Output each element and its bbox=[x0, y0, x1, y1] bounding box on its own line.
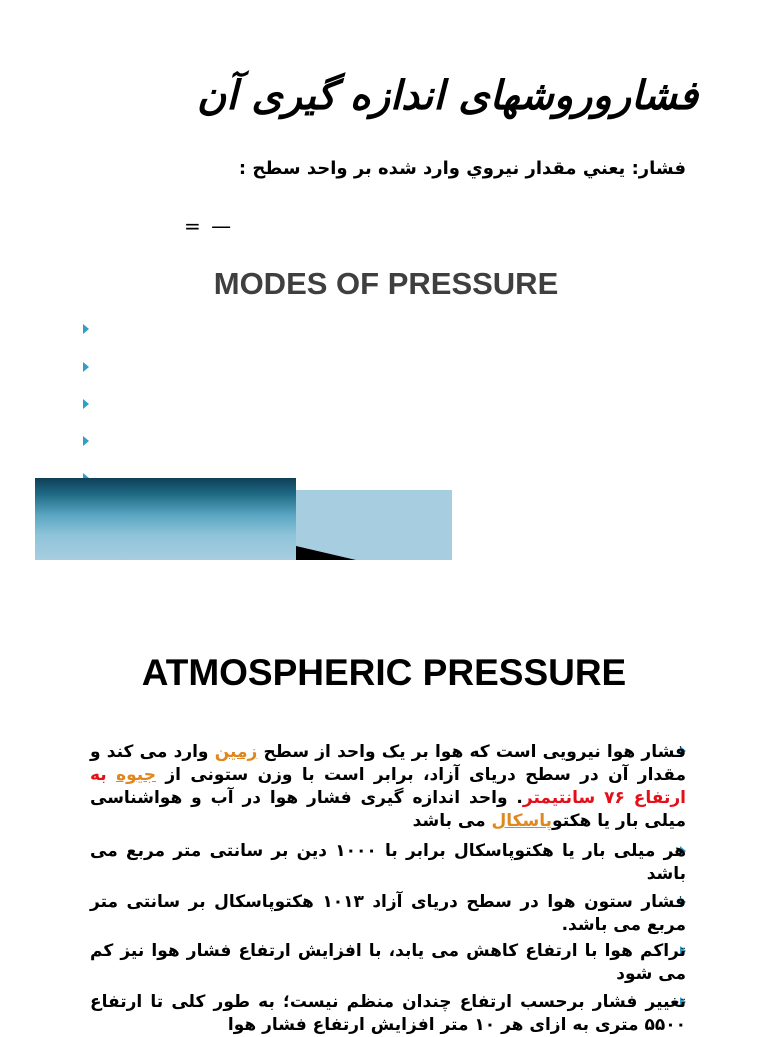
bullet-marker-icon bbox=[83, 362, 89, 372]
modes-heading: MODES OF PRESSURE bbox=[213, 266, 559, 301]
slide-title: فشاروروشهای اندازه گیری آن bbox=[196, 72, 698, 119]
link-jive[interactable]: جیوه bbox=[116, 765, 156, 785]
paragraph-text: وارد می کند و مقدار آن در سطح دریای آزاد، برابر است با وزن ستونی از bbox=[90, 742, 686, 785]
paragraph-text: فشار هوا نیرویی است که هوا بر یک واحد از سطح bbox=[257, 742, 687, 762]
slide-divider-wedge bbox=[296, 546, 356, 560]
link-pascal[interactable]: پاسکال bbox=[491, 811, 553, 831]
definition-term: فشار: bbox=[631, 158, 686, 179]
paragraph-3: فشار ستون هوا در سطح دریای آزاد ۱۰۱۳ هکتوپاسکال بر سانتی متر مربع می باشد. bbox=[90, 892, 686, 935]
bullet-marker-icon bbox=[83, 399, 89, 409]
pressure-formula: = — bbox=[184, 214, 234, 238]
paragraph-5: تغییر فشار برحسب ارتفاع چندان منظم نیست؛ به طور کلی تا ارتفاع ۵۵۰۰ متری به ازای هر ۱۰ متر افزایش ارتفاع فشار هوا bbox=[90, 992, 686, 1035]
paragraph-2: هر میلی بار یا هکتوپاسکال برابر با ۱۰۰۰ دین بر سانتی متر مربع می باشد bbox=[90, 841, 686, 884]
paragraph-text: می باشد bbox=[412, 811, 492, 831]
bullet-marker-icon bbox=[83, 324, 89, 334]
pressure-definition bbox=[126, 158, 686, 179]
atmospheric-heading: ATMOSPHERIC PRESSURE bbox=[141, 652, 627, 693]
paragraph-1 bbox=[90, 741, 686, 833]
slide-divider-gradient bbox=[35, 478, 296, 560]
definition-text: يعني مقدار نيروي وارد شده بر واحد سطح : bbox=[238, 158, 626, 179]
link-zamin[interactable]: زمین bbox=[214, 742, 258, 762]
paragraph-text: . واحد اندازه گیری فشار هوا در آب و هواشناسی میلی بار یا هکتو bbox=[90, 788, 686, 831]
bullet-marker-icon bbox=[83, 436, 89, 446]
paragraph-4: تراکم هوا با ارتفاع کاهش می یابد، با افزایش ارتفاع فشار هوا نیز کم می شود bbox=[90, 941, 686, 984]
highlight-height: به ارتفاع ۷۶ سانتیمتر bbox=[90, 765, 686, 808]
